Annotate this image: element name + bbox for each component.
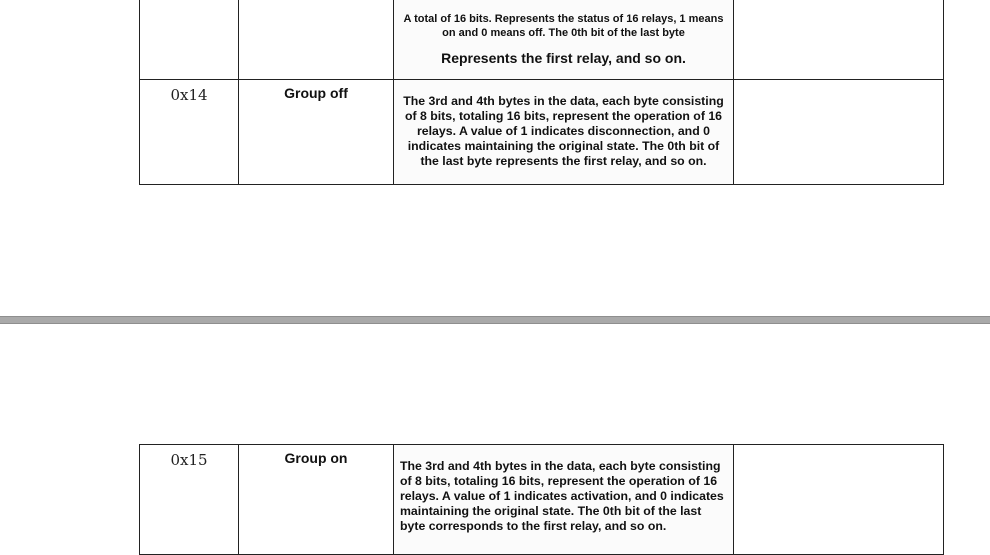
command-table-bottom: [139, 444, 944, 555]
description-cell: [394, 80, 734, 185]
description-cell: [394, 445, 734, 555]
name-cell: [239, 445, 394, 555]
status-description-continued: Represents the first relay, and so on.: [441, 50, 686, 66]
notes-cell: [734, 0, 944, 80]
code-cell: [140, 445, 239, 555]
command-table-top: [139, 0, 944, 185]
code-cell: [140, 80, 239, 185]
command-description: The 3rd and 4th bytes in the data, each byte consisting of 8 bits, totaling 16 bits, represent the operation of 16 relays. A value of 1 indicates activation, and 0 indicates maintaining the original state. The 0th bit of the last byte corresponds to the first relay, and so on.: [400, 459, 724, 533]
table-row: [140, 445, 944, 555]
page-separator: [0, 316, 990, 324]
table-row: [140, 80, 944, 185]
table-row: [140, 0, 944, 80]
notes-cell: [734, 445, 944, 555]
status-description: A total of 16 bits. Represents the status of 16 relays, 1 means on and 0 means off. The 0th bit of the last byte: [403, 13, 724, 39]
command-code: 0x15: [170, 451, 208, 469]
code-cell: [140, 0, 239, 80]
command-name: Group off: [284, 85, 348, 101]
command-name: Group on: [284, 450, 348, 466]
document-page-bottom: [0, 324, 990, 548]
name-cell: [239, 80, 394, 185]
name-cell: [239, 0, 394, 80]
command-code: 0x14: [170, 86, 208, 104]
description-cell: [394, 0, 734, 80]
command-description: The 3rd and 4th bytes in the data, each byte consisting of 8 bits, totaling 16 bits, represent the operation of 16 relays. A value of 1 indicates disconnection, and 0 indicates maintaining the original state. The 0th bit of the last byte represents the first relay, and so on.: [403, 94, 724, 168]
notes-cell: [734, 80, 944, 185]
